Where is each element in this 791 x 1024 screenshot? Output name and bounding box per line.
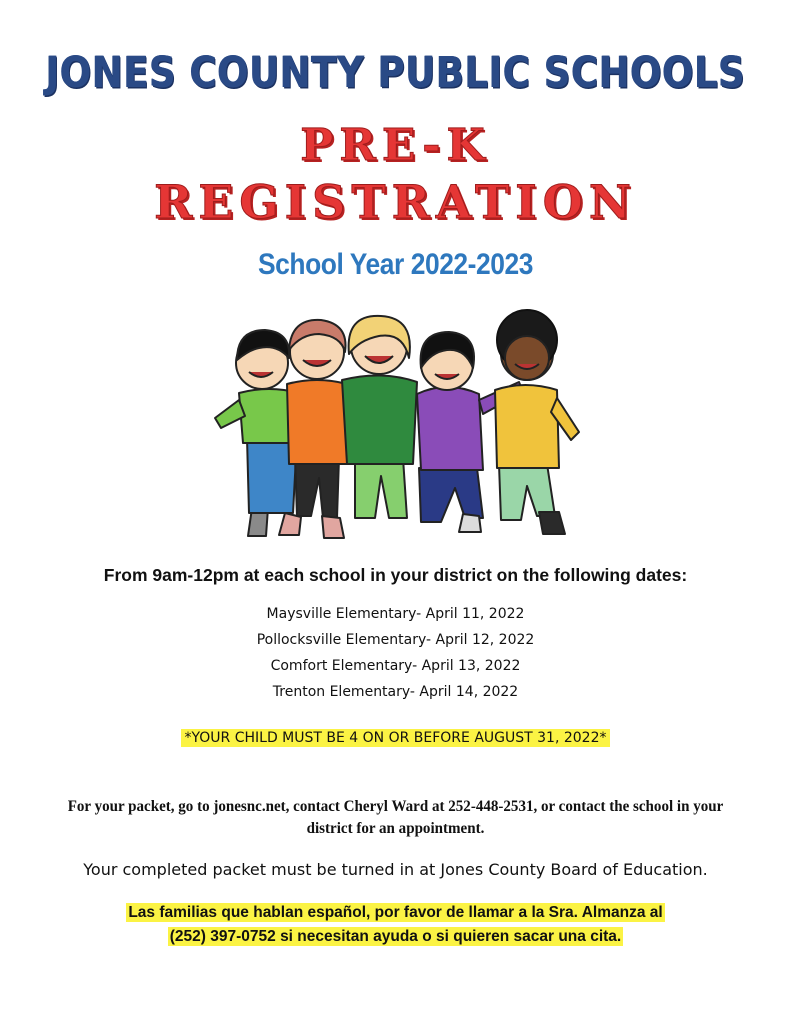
list-item: Trenton Elementary- April 14, 2022	[272, 684, 519, 700]
hours-intro: From 9am-12pm at each school in your district on the following dates:	[103, 565, 688, 585]
turn-in-notice: Your completed packet must be turned in at Jones County Board of Education.	[83, 860, 708, 879]
packet-info: For your packet, go to jonesnc.net, contact Cheryl Ward at 252-448-2531, or contact the school in your district for an appointment.	[67, 798, 724, 837]
district-heading: JONES COUNTY PUBLIC SCHOOLS	[45, 48, 746, 98]
list-item: Comfort Elementary- April 13, 2022	[270, 658, 521, 674]
list-item: Pollocksville Elementary- April 12, 2022	[256, 632, 535, 648]
title-registration: REGISTRATION	[154, 175, 637, 229]
spanish-notice-line2: (252) 397-0752 si necesitan ayuda o si quieren sacar una cita.	[169, 928, 622, 945]
list-item: Maysville Elementary- April 11, 2022	[266, 606, 525, 622]
title-pre-k: PRE-K	[300, 120, 491, 171]
age-requirement: *YOUR CHILD MUST BE 4 ON OR BEFORE AUGUST 31, 2022*	[181, 729, 609, 747]
school-date-list	[0, 601, 791, 705]
age-requirement-container	[0, 730, 791, 746]
spanish-notice	[0, 901, 791, 949]
spanish-notice-line1: Las familias que hablan español, por favor de llamar a la Sra. Almanza al	[128, 904, 663, 921]
school-year: School Year 2022-2023	[258, 248, 533, 281]
children-group-icon	[207, 308, 597, 540]
